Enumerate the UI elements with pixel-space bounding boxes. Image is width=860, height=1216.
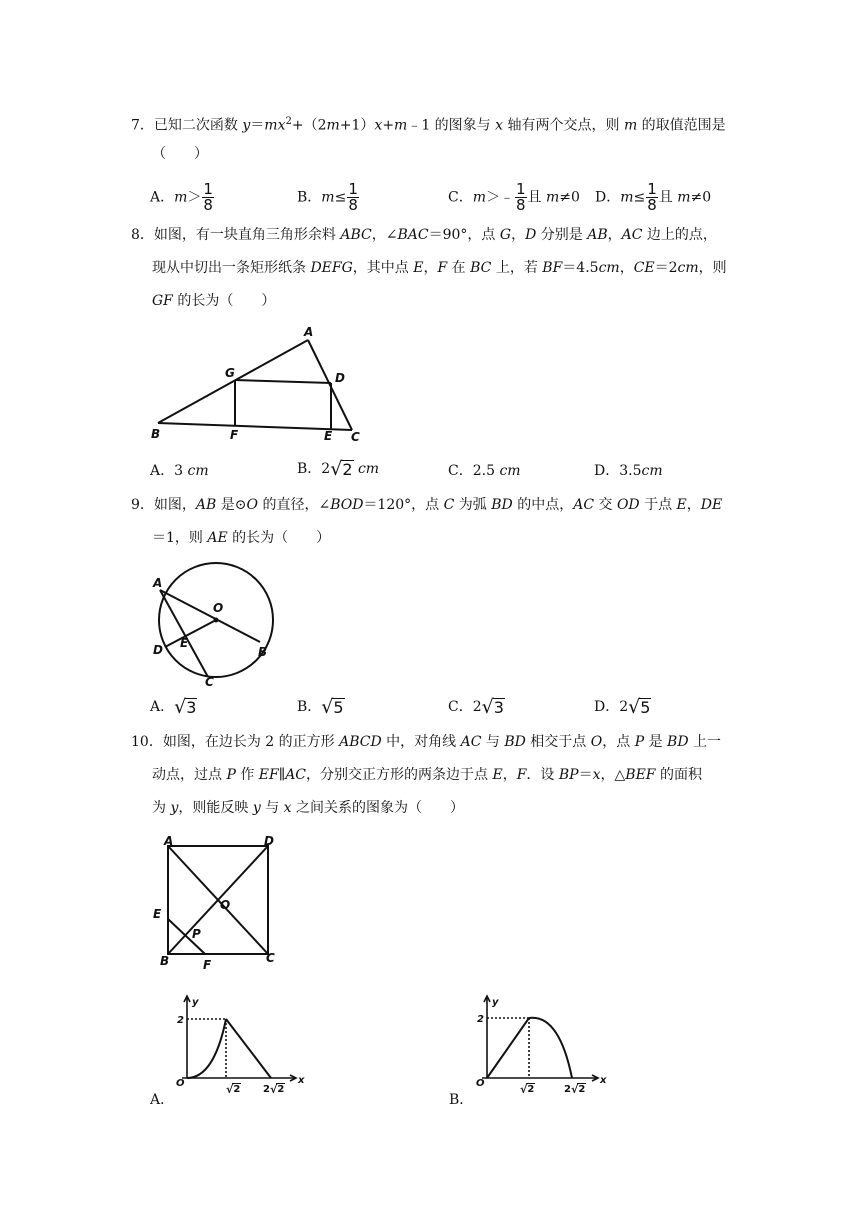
q10-graph-b <box>474 994 614 1089</box>
fraction: $\frac{1}{8}$ <box>647 180 657 214</box>
q9-option-b[interactable]: B． √ 5 <box>297 696 344 718</box>
fraction: $\frac{1}{8}$ <box>348 180 358 214</box>
q7-option-d[interactable]: D．m≤ $\frac{1}{8}$ 且 m≠0 <box>595 180 712 214</box>
svg-text:y: y <box>192 997 199 1008</box>
q8-stem-line-1: 8．如图，有一块直角三角形余料 ABC，∠BAC＝90°，点 G，D 分别是 AB，AC 边上的点， <box>131 227 717 243</box>
radical: √ 5 <box>628 696 651 718</box>
fraction: $\frac{1}{8}$ <box>203 180 213 214</box>
point-label: A <box>153 576 163 590</box>
q8-stem-line-2: 现从中切出一条矩形纸条 DEFG，其中点 E，F 在 BC 上，若 BF＝4.5cm，CE＝2cm，则 <box>152 260 727 276</box>
q9-option-c[interactable]: C．2 √ 3 <box>448 696 504 718</box>
question-number: 10． <box>131 734 163 750</box>
q10-option-a[interactable]: A． <box>150 1092 175 1108</box>
point-label: P <box>192 927 201 941</box>
point-label: C <box>266 951 275 965</box>
point-label: O <box>220 898 231 912</box>
point-label: E <box>153 907 162 921</box>
point-label: G <box>225 366 235 380</box>
radical: √ 2 <box>330 458 353 480</box>
q10-stem-line-1: 10．如图，在边长为 2 的正方形 ABCD 中，对角线 AC 与 BD 相交于点 O，点 P 是 BD 上一 <box>131 734 721 750</box>
point-label: F <box>230 428 239 442</box>
point-label: B <box>258 645 268 659</box>
q9-circle-figure <box>148 560 280 688</box>
point-label: B <box>160 954 170 968</box>
answer-paren: （ ） <box>152 146 208 162</box>
q8-stem-line-3: GF 的长为（ ） <box>152 293 276 309</box>
q7-option-a[interactable]: A．m＞ $\frac{1}{8}$ <box>150 180 213 214</box>
q7-option-b[interactable]: B．m≤ $\frac{1}{8}$ <box>297 180 358 214</box>
q8-option-b[interactable]: B．2 √ 2 cm <box>297 458 380 480</box>
radical: √ 3 <box>174 696 197 718</box>
q10-option-b[interactable]: B． <box>449 1092 474 1108</box>
q10-stem-line-2: 动点，过点 P 作 EF∥AC，分别交正方形的两条边于点 E，F．设 BP＝x，△BEF 的面积 <box>152 767 702 783</box>
tick-label-sqrt2: √ 2 <box>520 1083 535 1096</box>
point-label: A <box>304 325 314 339</box>
point-label: A <box>164 834 174 848</box>
tick-label-2sqrt2: 2 √ 2 <box>564 1083 586 1096</box>
q9-option-d[interactable]: D．2 √ 5 <box>594 696 651 718</box>
point-label: C <box>205 675 214 689</box>
q9-stem-line-1: 9．如图，AB 是⊙O 的直径，∠BOD＝120°，点 C 为弧 BD 的中点，AC 交 OD 于点 E，DE <box>131 497 723 513</box>
radical: √ 5 <box>321 696 344 718</box>
q10-graph-a <box>174 994 314 1089</box>
point-label: E <box>180 636 189 650</box>
q8-triangle-figure <box>148 322 368 444</box>
q8-option-c[interactable]: C．2.5 cm <box>448 463 521 479</box>
svg-text:O: O <box>476 1078 485 1089</box>
q8-option-a[interactable]: A．3 cm <box>150 463 209 479</box>
point-label: D <box>153 643 163 657</box>
svg-text:2: 2 <box>177 1015 184 1026</box>
q8-option-d[interactable]: D．3.5cm <box>594 463 663 479</box>
question-number: 8． <box>131 227 154 243</box>
point-label: C <box>351 430 360 444</box>
q7-option-c[interactable]: C．m＞﹣ $\frac{1}{8}$ 且 m≠0 <box>448 180 580 214</box>
svg-text:x: x <box>600 1075 607 1086</box>
svg-text:2: 2 <box>477 1014 484 1025</box>
point-label: E <box>324 429 333 443</box>
q10-square-figure <box>148 834 288 976</box>
point-label: D <box>264 834 274 848</box>
question-number: 7． <box>131 117 154 134</box>
q10-stem-line-3: 为 y，则能反映 y 与 x 之间关系的图象为（ ） <box>152 800 465 816</box>
svg-text:y: y <box>492 997 499 1008</box>
point-label: D <box>335 371 345 385</box>
point-label: F <box>203 958 212 972</box>
point-label: B <box>151 427 161 441</box>
tick-label-sqrt2: √ 2 <box>226 1083 241 1096</box>
q7-stem-line-1: 7．已知二次函数 $y=mx^2+(2m+1)x+m﹣1$ 的图象与 x 轴有两个交点，则 m 的取值范围是 <box>131 116 726 134</box>
q9-option-a[interactable]: A． √ 3 <box>150 696 197 718</box>
tick-label-2sqrt2: 2 √ 2 <box>263 1083 285 1096</box>
radical: √ 3 <box>481 696 504 718</box>
svg-text:O: O <box>176 1078 185 1089</box>
svg-text:x: x <box>298 1075 305 1086</box>
point-label: O <box>213 601 224 615</box>
fraction: $\frac{1}{8}$ <box>516 180 526 214</box>
q9-stem-line-2: ＝1，则 AE 的长为（ ） <box>152 530 331 546</box>
question-number: 9． <box>131 497 154 513</box>
